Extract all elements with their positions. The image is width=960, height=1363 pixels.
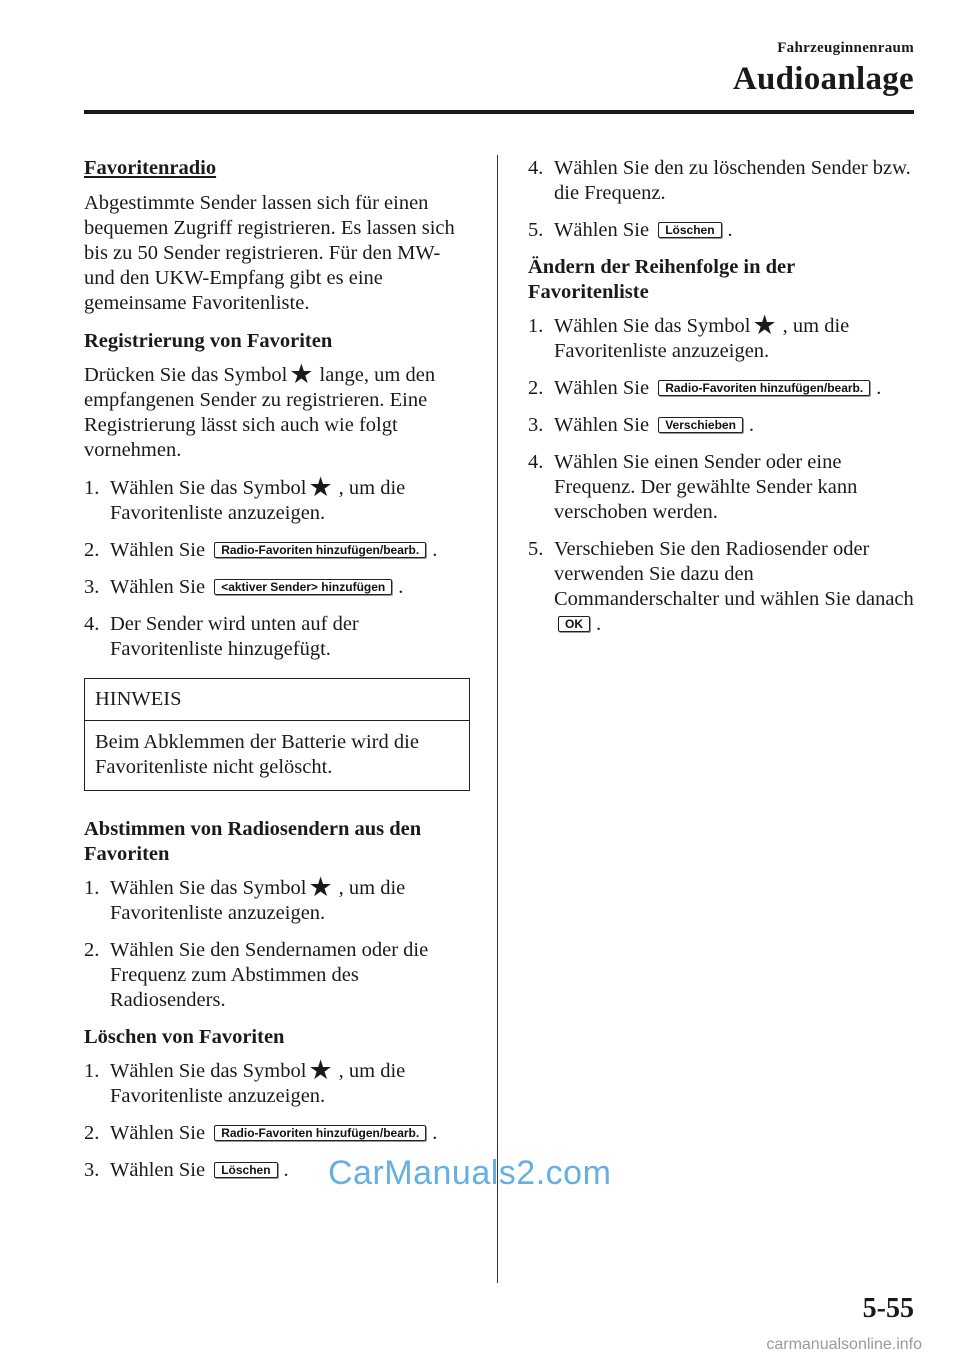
step-number: 1. — [84, 877, 100, 899]
delete-heading: Löschen von Favoriten — [84, 1026, 285, 1048]
chapter-title: Audioanlage — [732, 61, 914, 97]
favorites-radio-title: Favoritenradio — [84, 157, 217, 179]
section-name: Fahrzeuginnenraum — [777, 40, 914, 56]
step-number: 3. — [84, 1159, 100, 1181]
step-number: 3. — [528, 414, 544, 436]
step-number: 3. — [84, 576, 100, 598]
list-item — [528, 310, 914, 364]
list-item — [84, 1121, 470, 1146]
step-number: 1. — [84, 477, 100, 499]
reorder-heading: Ändern der Reihenfolge in der Favoritenliste — [528, 256, 795, 303]
step-text-end: . — [727, 219, 733, 241]
step-text: Wählen Sie — [554, 377, 650, 399]
registration-paragraph — [84, 359, 470, 463]
list-item — [84, 472, 470, 526]
ok-button: OK — [558, 616, 590, 632]
step-number: 4. — [84, 613, 100, 635]
running-header — [733, 40, 914, 98]
list-item — [528, 156, 914, 206]
list-item — [528, 376, 914, 401]
step-text: Wählen Sie — [110, 539, 206, 561]
step-text-end: , um die Favoritenliste anzuzeigen. — [110, 1060, 406, 1107]
header-rule — [84, 110, 914, 114]
step-text-end: . — [876, 377, 882, 399]
step-number: 2. — [84, 539, 100, 561]
list-item — [84, 575, 470, 600]
step-text-end: . — [432, 1122, 438, 1144]
step-number: 4. — [528, 157, 544, 179]
tuning-heading: Abstimmen von Radiosendern aus den Favoriten — [84, 818, 422, 865]
note-body: Beim Abklemmen der Batterie wird die Favoritenliste nicht gelöscht. — [95, 731, 419, 778]
step-text: Wählen Sie — [110, 576, 206, 598]
list-item — [84, 612, 470, 662]
radio-favorites-add-edit-button: Radio-Favoriten hinzufügen/bearb. — [214, 542, 426, 558]
step-number: 2. — [84, 1122, 100, 1144]
note-title: HINWEIS — [85, 679, 469, 721]
step-text: Wählen Sie das Symbol — [110, 1060, 307, 1082]
star-icon: ★ — [752, 310, 777, 341]
step-text: Wählen Sie — [554, 219, 650, 241]
list-item — [84, 938, 470, 1013]
step-text: Wählen Sie das Symbol — [110, 877, 307, 899]
step-number: 1. — [528, 315, 544, 337]
step-number: 5. — [528, 538, 544, 560]
list-item — [528, 218, 914, 243]
step-text-end: , um die Favoritenliste anzuzeigen. — [110, 477, 406, 524]
registration-text-b: lange, um den empfangenen Sender zu registrieren. Eine Registrierung lässt sich auch wie folgt vornehmen. — [84, 364, 436, 461]
list-item — [84, 538, 470, 563]
star-icon: ★ — [308, 1055, 333, 1086]
star-icon: ★ — [289, 359, 314, 390]
footer-watermark: carmanualsonline.info — [766, 1336, 922, 1353]
star-icon: ★ — [308, 472, 333, 503]
step-text-end: . — [432, 539, 438, 561]
left-column — [84, 156, 470, 1195]
add-active-station-button: <aktiver Sender> hinzufügen — [214, 579, 392, 595]
radio-favorites-add-edit-button: Radio-Favoriten hinzufügen/bearb. — [658, 380, 870, 396]
step-text: Wählen Sie — [554, 414, 650, 436]
note-box — [84, 678, 470, 791]
step-number: 1. — [84, 1060, 100, 1082]
step-text: Wählen Sie das Symbol — [110, 477, 307, 499]
step-text-end: , um die Favoritenliste anzuzeigen. — [554, 315, 850, 362]
list-item — [528, 450, 914, 525]
delete-button: Löschen — [214, 1162, 277, 1178]
step-text: Wählen Sie — [110, 1159, 206, 1181]
step-text-end: , um die Favoritenliste anzuzeigen. — [110, 877, 406, 924]
step-text-end: . — [283, 1159, 289, 1181]
radio-favorites-add-edit-button: Radio-Favoriten hinzufügen/bearb. — [214, 1125, 426, 1141]
list-item — [528, 413, 914, 438]
step-text: Wählen Sie das Symbol — [554, 315, 751, 337]
list-item — [84, 872, 470, 926]
step-text: Wählen Sie den zu löschenden Sender bzw. die Frequenz. — [554, 157, 911, 204]
step-number: 4. — [528, 451, 544, 473]
step-number: 2. — [84, 939, 100, 961]
step-text: Verschieben Sie den Radiosender oder verwenden Sie dazu den Commanderschalter und wählen Sie danach — [554, 538, 914, 610]
step-text: Der Sender wird unten auf der Favoritenliste hinzugefügt. — [110, 613, 359, 660]
registration-heading: Registrierung von Favoriten — [84, 330, 333, 352]
list-item — [84, 1055, 470, 1109]
step-text: Wählen Sie den Sendernamen oder die Frequenz zum Abstimmen des Radiosenders. — [110, 939, 429, 1011]
move-button: Verschieben — [658, 417, 743, 433]
step-text: Wählen Sie einen Sender oder eine Frequenz. Der gewählte Sender kann verschoben werden. — [554, 451, 858, 523]
intro-paragraph: Abgestimmte Sender lassen sich für einen bequemen Zugriff registrieren. Es lassen sich bis zu 50 Sender registrieren. Für den MW- und den UKW-Empfang gibt es eine gemeinsame Favoritenliste. — [84, 192, 455, 314]
column-divider — [497, 155, 498, 1283]
step-text-end: . — [398, 576, 404, 598]
step-text: Wählen Sie — [110, 1122, 206, 1144]
step-number: 2. — [528, 377, 544, 399]
watermark: CarManuals2.com — [328, 1154, 612, 1192]
step-text-end: . — [596, 613, 602, 635]
right-column — [528, 156, 914, 649]
page-number: 5-55 — [862, 1293, 914, 1324]
step-number: 5. — [528, 219, 544, 241]
list-item — [528, 537, 914, 637]
delete-button: Löschen — [658, 222, 721, 238]
registration-text-a: Drücken Sie das Symbol — [84, 364, 288, 386]
step-text-end: . — [748, 414, 755, 436]
star-icon: ★ — [308, 872, 333, 903]
